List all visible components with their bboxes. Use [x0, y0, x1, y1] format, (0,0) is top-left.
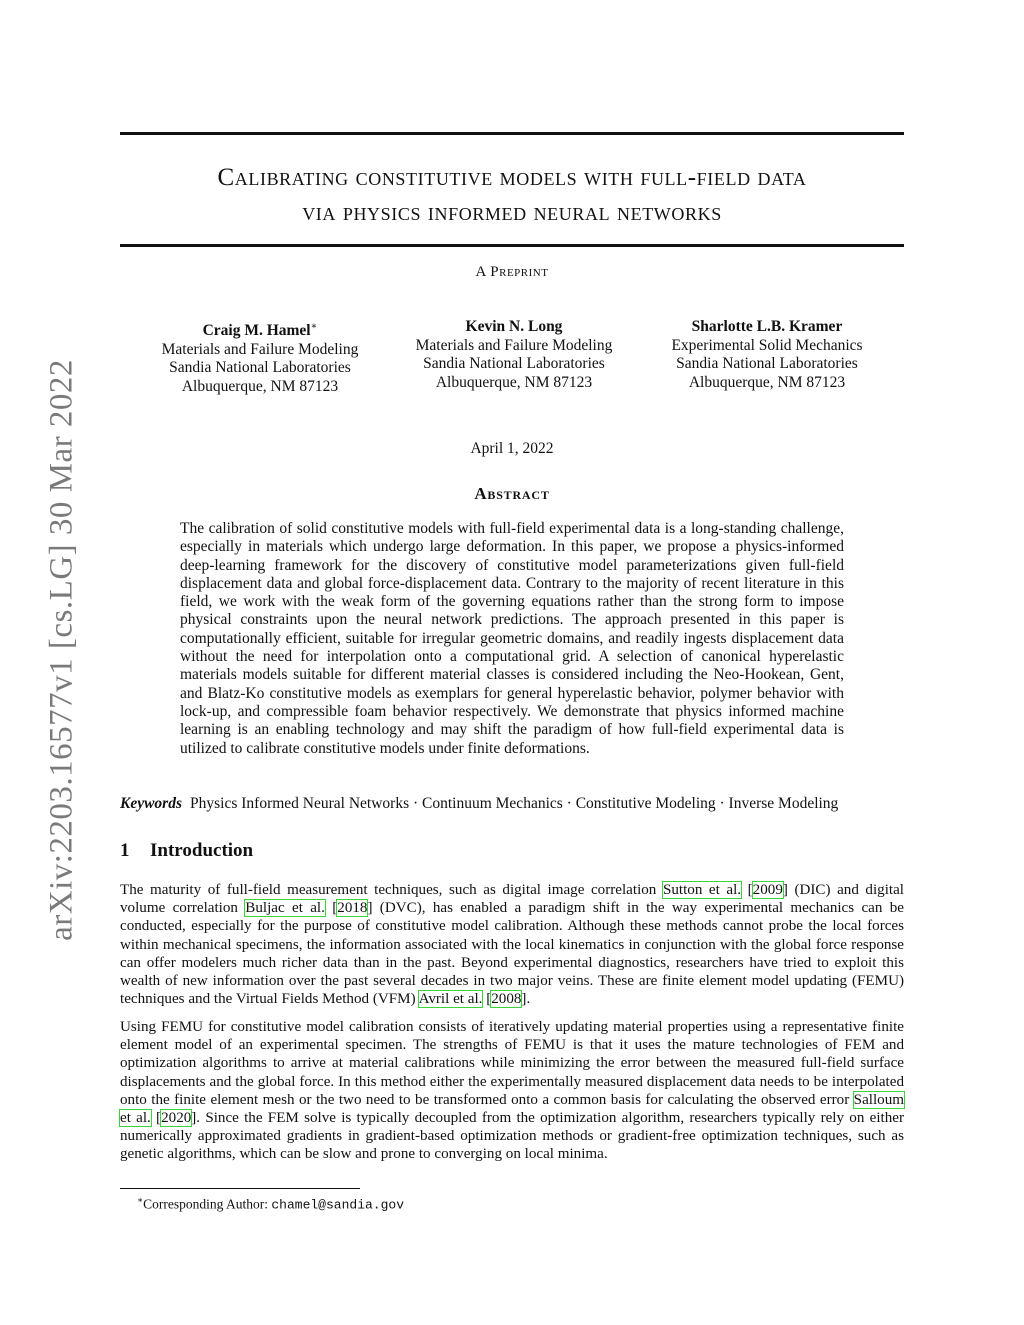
- title-top-rule: [120, 132, 904, 135]
- keywords-label: Keywords: [120, 795, 182, 812]
- citation-link-salloum-year[interactable]: 2020: [161, 1110, 192, 1127]
- author-department: Experimental Solid Mechanics: [671, 336, 863, 354]
- author-1: [130, 318, 390, 396]
- citation-link-avril-year[interactable]: 2008: [491, 991, 522, 1008]
- preprint-label: A Preprint: [475, 264, 549, 280]
- footnote-label: Corresponding Author:: [143, 1196, 272, 1212]
- section-heading-introduction: [120, 840, 904, 862]
- author-organization: Sandia National Laboratories: [169, 359, 351, 377]
- author-location: Albuquerque, NM 87123: [688, 373, 846, 391]
- author-location: Albuquerque, NM 87123: [435, 373, 593, 391]
- author-department: Materials and Failure Modeling: [161, 340, 359, 358]
- paper-title-line-2: via physics informed neural networks: [302, 199, 722, 226]
- abstract-text: The calibration of solid constitutive models with full-field experimental data is a long-standing challenge, especially in materials which undergo large deformation. In this paper, we propose a physics-informed deep-learning framework for the discovery of constitutive model parameterizations given full-field displacement data and global force-displacement data. Contrary to the majority of recent literature in this field, we work with the weak form of the governing equations rather than the strong form to impose physical constraints upon the neural network predictions. The approach presented in this paper is computationally efficient, suitable for irregular geometric domains, and readily ingests displacement data without the need for interpolation onto a computational grid. A selection of canonical hyperelastic materials models suitable for different material classes is considered including the Neo-Hookean, Gent, and Blatz-Ko constitutive models as exemplars for general hyperelastic behavior, polymer behavior with lock-up, and compressible foam behavior respectively. We demonstrate that physics informed machine learning is an enabling technology and may shift the paradigm of how full-field experimental data is utilized to calibrate constitutive models under finite deformations.: [180, 520, 844, 757]
- author-name: Kevin N. Long: [465, 318, 563, 335]
- citation-link-salloum[interactable]: Salloum et al.: [120, 1091, 904, 1127]
- author-location: Albuquerque, NM 87123: [181, 377, 339, 395]
- footnote-marker: ∗: [137, 1195, 144, 1205]
- corresponding-marker: ∗: [310, 321, 318, 332]
- author-name: Craig M. Hamel∗: [202, 321, 318, 340]
- citation-link-sutton[interactable]: Sutton et al.: [662, 882, 742, 898]
- author-organization: Sandia National Laboratories: [676, 355, 858, 372]
- paper-title: [120, 160, 904, 230]
- section-number: 1: [120, 840, 130, 861]
- author-3: [637, 318, 897, 392]
- footnote-rule: [120, 1188, 360, 1189]
- section-title: Introduction: [150, 840, 254, 861]
- author-2: [384, 318, 644, 392]
- footnote-corresponding-author: [137, 1192, 404, 1214]
- title-bottom-rule: [120, 244, 904, 247]
- author-organization: Sandia National Laboratories: [423, 355, 605, 372]
- author-email: chamel@sandia.gov: [271, 1197, 404, 1213]
- intro-paragraph-2: Using FEMU for constitutive model calibration consists of iteratively updating material properties using a representative finite element model of an experimental specimen. The strengths of FEMU is that it uses the mature technologies of FEM and optimization algorithms to arrive at material calibrations while minimizing the error between the measured full-field surface displacements and the global force. In this method either the experimentally measured displacement data needs to be interpolated onto the finite element mesh or the two need to be transformed onto a common basis for calculating the observed error Salloum et al. [2020]. Since the FEM solve is typically decoupled from the optimization algorithm, researchers typically rely on either numerically approximated gradients in gradient-based optimization methods or gradient-free optimization techniques, such as genetic algorithms, which can be slow and prone to converging on local minima.: [120, 1019, 904, 1163]
- paper-title-line-1: Calibrating constitutive models with full-field data: [217, 164, 807, 191]
- citation-link-buljac[interactable]: Buljac et al.: [245, 900, 325, 917]
- intro-paragraph-1: The maturity of full-field measurement techniques, such as digital image correlation Sutton et al. [2009] (DIC) and digital volume correlation Buljac et al. [2018] (DVC), has enabled a paradigm shift in the way experimental mechanics can be conducted, especially for the purpose of constitutive model calibration. Although these methods cannot probe the local forces within mechanical specimens, the information associated with the local kinematics in conjunction with the global force response can offer modelers much richer data than in the past. Beyond experimental diagnostics, researchers have tried to exploit this wealth of new information over the past several decades in two major veins. These are finite element model updating (FEMU) techniques and the Virtual Fields Method (VFM) Avril et al. [2008].: [120, 882, 904, 1008]
- citation-link-sutton-year[interactable]: 2009: [752, 882, 783, 898]
- arxiv-identifier-stamp: arXiv:2203.16577v1 [cs.LG] 30 Mar 2022: [43, 359, 80, 941]
- publication-date: April 1, 2022: [470, 440, 554, 457]
- author-department: Materials and Failure Modeling: [415, 336, 613, 354]
- citation-link-buljac-year[interactable]: 2018: [337, 900, 368, 917]
- keywords-line: [120, 795, 904, 813]
- keywords-text: Physics Informed Neural Networks · Continuum Mechanics · Constitutive Modeling · Inverse Modeling: [190, 795, 839, 812]
- abstract-heading: Abstract: [474, 484, 550, 503]
- author-name: Sharlotte L.B. Kramer: [691, 318, 843, 335]
- citation-link-avril[interactable]: Avril et al.: [418, 991, 483, 1008]
